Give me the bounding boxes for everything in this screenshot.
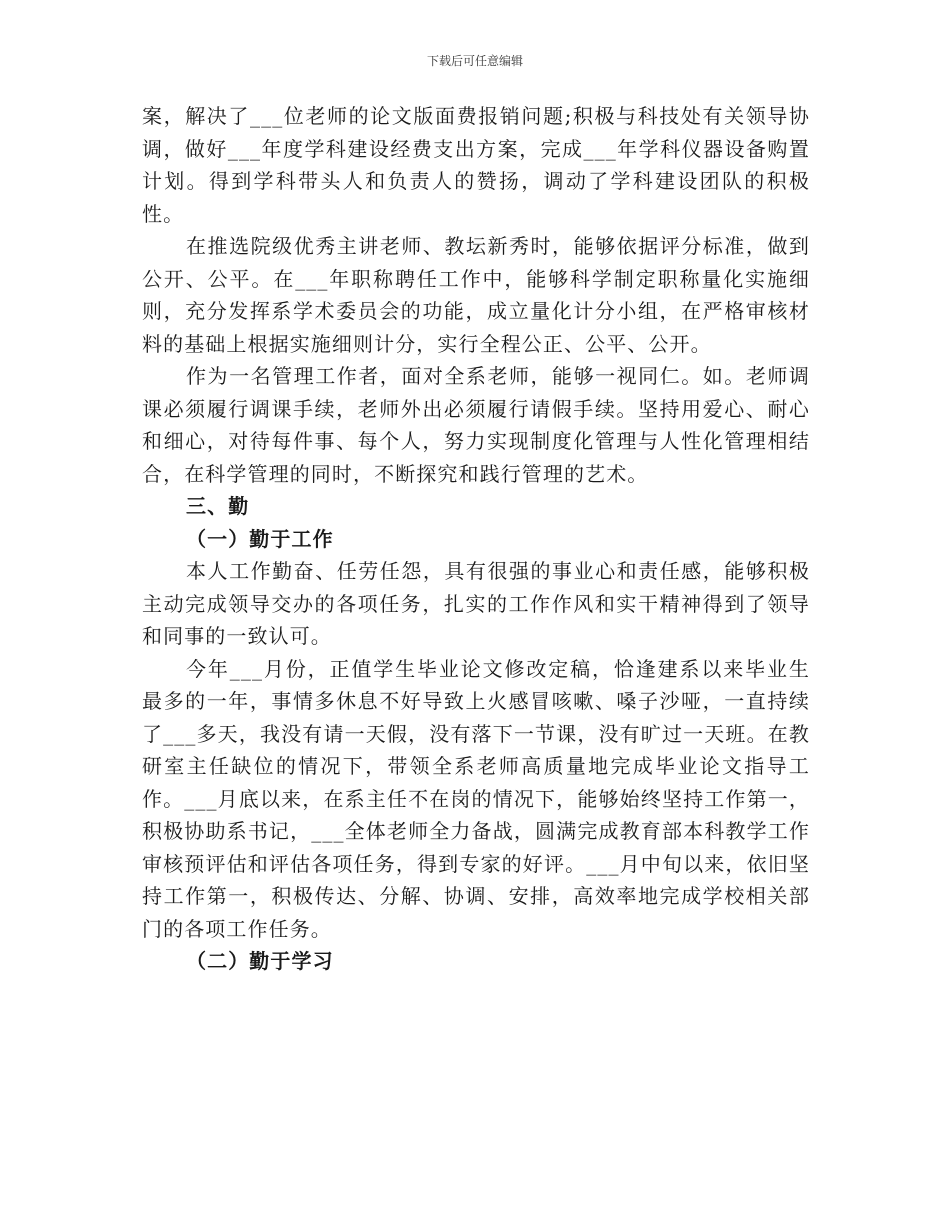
document-body — [142, 100, 810, 978]
page-header: 下载后可任意编辑 — [426, 54, 523, 68]
subheading-diligent-study: （二）勤于学习 — [186, 949, 334, 973]
subheading-diligent-work: （一）勤于工作 — [186, 526, 334, 551]
paragraph-budget: 案，解决了___位老师的论文版面费报销问题;积极与科技处有关领导协调，做好___年度学科建设经费支出方案，完成___年学科仪器设备购置计划。得到学科带头人和负责人的赞扬，调动了学科建设团队的积极性。 — [142, 104, 810, 226]
paragraph-selection: 在推选院级优秀主讲老师、教坛新秀时，能够依据评分标准，做到公开、公平。在___年职称聘任工作中，能够科学制定职称量化实施细则，充分发挥系学术委员会的功能，成立量化计分小组，在严格审核材料的基础上根据实施细则计分，实行全程公正、公平、公开。 — [142, 234, 810, 356]
paragraph-management: 作为一名管理工作者，面对全系老师，能够一视同仁。如。老师调课必须履行调课手续，老师外出必须履行请假手续。坚持用爱心、耐心和细心，对待每件事、每个人，努力实现制度化管理与人性化管理相结合，在科学管理的同时，不断探究和践行管理的艺术。 — [142, 364, 810, 486]
paragraph-work-details: 今年___月份，正值学生毕业论文修改定稿，恰逢建系以来毕业生最多的一年，事情多休息不好导致上火感冒咳嗽、嗓子沙哑，一直持续了___多天，我没有请一天假，没有落下一节课，没有旷过一天班。在教研室主任缺位的情况下，带领全系老师高质量地完成毕业论文指导工作。___月底以来，在系主任不在岗的情况下，能够始终坚持工作第一，积极协助系书记，___全体老师全力备战，圆满完成教育部本科教学工作审核预评估和评估各项任务，得到专家的好评。___月中旬以来，依旧坚持工作第一，积极传达、分解、协调、安排，高效率地完成学校相关部门的各项工作任务。 — [142, 656, 810, 941]
paragraph-work-attitude: 本人工作勤奋、任劳任怨，具有很强的事业心和责任感，能够积极主动完成领导交办的各项任务，扎实的工作作风和实干精神得到了领导和同事的一致认可。 — [142, 559, 810, 648]
section-heading-diligence: 三、勤 — [186, 494, 250, 518]
